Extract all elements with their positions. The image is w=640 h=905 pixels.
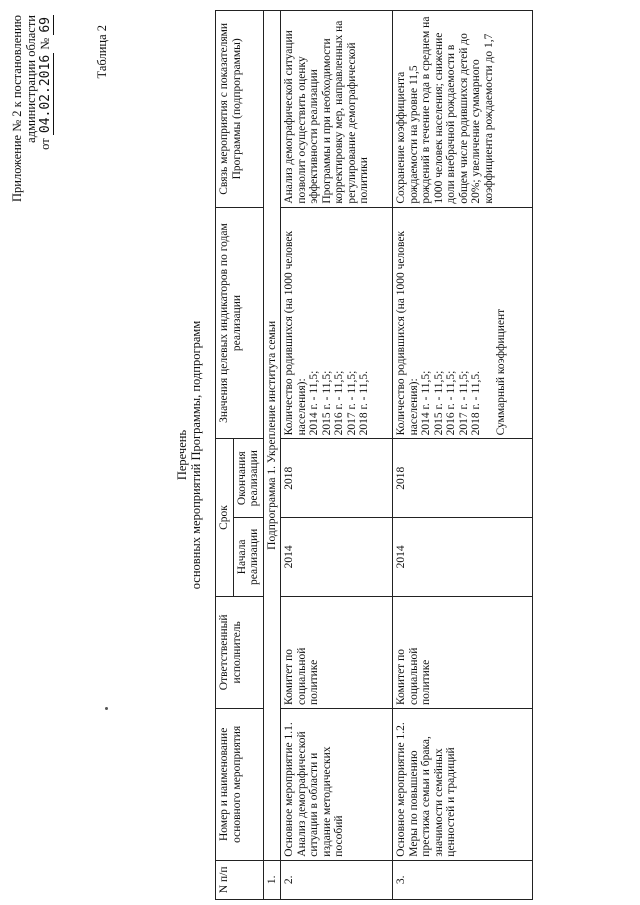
row-num: 2.: [281, 860, 393, 899]
target-line: 2014 г. - 11,5;: [420, 370, 432, 436]
target-line: 2015 г. - 11,5;: [320, 370, 333, 436]
header-row: [216, 11, 234, 900]
measures-table: [215, 10, 533, 900]
section-title: Подпрограмма 1. Укрепление института семьи: [263, 11, 281, 861]
header-start: Начала реализации: [233, 518, 263, 597]
target-line: 2018 г. - 11,5.: [358, 371, 370, 436]
annex-line-1: Приложение № 2 к постановлению: [10, 15, 24, 202]
row-num: 3.: [393, 860, 533, 899]
row-executor: Комитет по социальной политике: [393, 596, 533, 708]
target-line: Количество родившихся (на 1000 человек населения):: [283, 230, 308, 436]
row-targets: [393, 207, 533, 439]
annex-number: 69: [38, 17, 53, 33]
annex-number-prefix: №: [38, 37, 52, 50]
title-line-1: Перечень: [175, 429, 189, 481]
target-line: 2015 г. - 11,5;: [432, 370, 445, 436]
page-title: [175, 205, 203, 705]
annex-from-prefix: от: [38, 138, 52, 150]
target-line: 2017 г. - 11,5;: [345, 370, 358, 436]
title-line-2: основных мероприятий Программы, подпрограмм: [189, 320, 203, 590]
row-start: 2014: [281, 518, 393, 597]
target-line: 2018 г. - 11,5.: [470, 371, 482, 436]
target-line: Количество родившихся (на 1000 человек населения):: [395, 230, 420, 436]
header-executor: Ответственный исполнитель: [216, 596, 264, 708]
section-num: 1.: [263, 860, 281, 899]
table-label: Таблица 2: [95, 25, 109, 79]
header-name: Номер и наименование основного мероприятия: [216, 709, 264, 861]
target-line: Суммарный коэффициент: [494, 308, 507, 436]
scan-speck: [105, 707, 108, 710]
header-term: Срок: [216, 439, 234, 596]
annex-date: 04.02.2016: [38, 54, 53, 134]
header-num: N п/п: [216, 860, 264, 899]
row-targets: [281, 207, 393, 439]
row-end: 2018: [281, 439, 393, 518]
header-targets: Значения целевых индикаторов по годам реализации: [216, 207, 264, 439]
target-line: 2017 г. - 11,5;: [457, 370, 470, 436]
row-name: Основное мероприятие 1.1. Анализ демографической ситуации в области и издание методических пособий: [281, 709, 393, 861]
row-executor: Комитет по социальной политике: [281, 596, 393, 708]
row-link: Сохранение коэффициента рождаемости на уровне 11,5 рождений в течение года в среднем на 1000 человек населения; снижение доли внебрачной рождаемости в общем числе родившихся детей до 20%; увеличение суммарного коэффициента рождаемости до 1,7: [393, 11, 533, 208]
table-row: [281, 11, 393, 900]
target-line: 2016 г. - 11,5;: [445, 370, 457, 436]
row-link: Анализ демографической ситуации позволит осуществить оценку эффективности реализации Программы и при необходимости корректировку мер, направленных на регулирование демографической политики: [281, 11, 393, 208]
row-name: Основное мероприятие 1.2. Меры по повышению престижа семьи и брака, значимости семейных ценностей и традиций: [393, 709, 533, 861]
table-row: [393, 11, 533, 900]
target-line: 2014 г. - 11,5;: [308, 370, 320, 436]
annex-line-2: администрации области: [24, 15, 38, 143]
row-end: 2018: [393, 439, 533, 518]
row-start: 2014: [393, 518, 533, 597]
target-line: [483, 211, 495, 436]
section-row: [263, 11, 281, 900]
annex-date-line: [38, 15, 54, 315]
annex-header: [10, 15, 54, 315]
target-line: 2016 г. - 11,5;: [333, 370, 345, 436]
header-end: Окончания реализации: [233, 439, 263, 518]
header-link: Связь мероприятия с показателями Программы (подпрограммы): [216, 11, 264, 208]
